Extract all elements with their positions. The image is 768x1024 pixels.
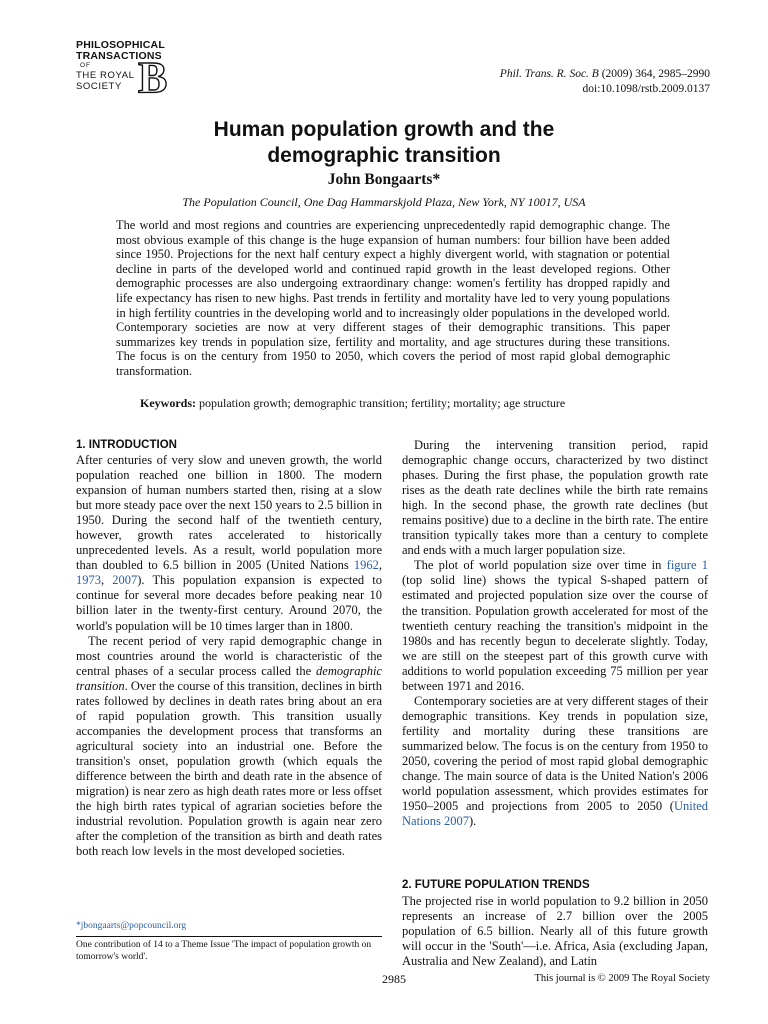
logo-of: OF	[80, 62, 92, 69]
reference-link[interactable]: United Nations 2007	[402, 799, 708, 829]
author-name: John Bongaarts*	[327, 171, 441, 188]
keywords	[140, 396, 700, 411]
copyright-note: This journal is © 2009 The Royal Society	[534, 973, 710, 984]
text-run: After centuries of very slow and uneven growth, the world population reached one billion in 1800. The modern expansion of human numbers started then, rising at a slow but more steady pace over the next 150 years to 2.5 billion in 1950. During the second half of the twentieth century, however, growth rates accelerated to historically unprecedented levels. As a result, world population more than doubled to 6.5 billion in 2005 (United Nations	[76, 453, 382, 573]
paragraph	[402, 694, 708, 829]
author-affiliation: The Population Council, One Dag Hammarskjold Plaza, New York, NY 10017, USA	[182, 195, 586, 209]
keywords-label: Keywords:	[140, 396, 196, 410]
contribution-note: One contribution of 14 to a Theme Issue 'The impact of population growth on tomorrow's world'.	[76, 940, 372, 962]
logo-line-transactions: TRANSACTIONS	[76, 50, 162, 62]
text-run: (top solid line) shows the typical S-shaped pattern of estimated and projected population size over the course of the transition. Population growth accelerated for most of the twentieth century reaching the transition's midpoint in the 1980s and has recently begun to decelerate slightly. Today, we are still on the steepest part of this growth curve with additions to world population exceeding 75 million per year between 1971 and 2016.	[402, 573, 708, 693]
text-run: Contemporary societies are at very different stages of their demographic transitions. Key trends in population size, fertility and mortality during these transitions are summarized below. The focus is on the century from 1950 to 2050, covering the period of most rapid global demographic change. The main source of data is the United Nation's 2006 world population assessment, which provides estimates for 1950–2005 and projections from 2005 to 2050 (	[402, 693, 708, 814]
text-run: ,	[101, 573, 113, 588]
text-run: . Over the course of this transition, declines in birth rates followed by declines in death rates bring about an era of rapid population growth. This transition usually accompanies the development process that transforms an agricultural society into an industrial one. Before the transition's onset, population growth (which equals the difference between the birth and death rate in the absence of migration) is near zero as high death rates more or less offset the high birth rates typical of agrarian societies before the industrial revolution. Population growth is again near zero after the completion of the transition as birth and death rates both reach low levels in the most developed societies.	[76, 678, 382, 859]
text-run: ).	[469, 814, 477, 829]
section-heading-future-trends: 2. FUTURE POPULATION TRENDS	[402, 879, 590, 891]
emphasis: demographic transition	[76, 663, 382, 693]
text-run: The recent period of very rapid demographic change in most countries around the world is characteristic of the central phases of a secular process called the	[76, 633, 382, 678]
corresponding-email[interactable]	[76, 920, 382, 932]
paragraph: The projected rise in world population to 9.2 billion in 2050 represents an increase of 2.7 billion over the 2005 population of 6.5 billion. Nearly all of this future growth will occur in the 'South'—i.e. Africa, Asia (excluding Japan, Australia and New Zealand), and Latin	[402, 894, 708, 969]
page-number: 2985	[382, 972, 406, 986]
paper-title	[0, 117, 768, 169]
footnote-divider	[76, 936, 382, 937]
text-run: The plot of world population size over time in	[414, 558, 667, 573]
reference-link[interactable]: 2007	[112, 573, 138, 588]
paragraph	[402, 558, 708, 693]
section-2-header	[402, 878, 708, 893]
doi: doi:10.1098/rstb.2009.0137	[582, 83, 710, 95]
text-run: ,	[378, 558, 382, 573]
paragraph: During the intervening transition period, rapid demographic change occurs, characterized by two distinct phases. During the first phase, the population growth rate rises as the death rate declines while the birth rate remains high. In the second phase, the growth rate declines (but remains positive) due to a decline in the birth rate. The entire transition typically takes more than a century to complete and ends with a much larger population size.	[402, 438, 708, 558]
journal-logo	[76, 39, 176, 102]
email-link[interactable]: *jbongaarts@popcouncil.org	[76, 921, 187, 931]
left-column	[76, 438, 382, 859]
logo-line-society: SOCIETY	[76, 81, 122, 92]
citation-block	[500, 67, 710, 97]
abstract: The world and most regions and countries are experiencing unprecedentedly rapid demographic change. The most obvious example of this change is the huge expansion of human numbers: four billion have been added since 1950. Projections for the next half century expect a highly divergent world, with stagnation or potential decline in parts of the developed world and continued rapid growth in the least developed regions. Other demographic processes are also undergoing extraordinary change: women's fertility has dropped rapidly and life expectancy has risen to new highs. Past trends in fertility and mortality have led to very young populations in high fertility countries in the developing world and to increasingly older populations in the developed world. Contemporary societies are now at very different stages of their demographic transitions. This paper summarizes key trends in population size, fertility and mortality, and age structures during these transitions. The focus is on the century from 1950 to 2050, which covers the period of most rapid global demographic transformation.	[116, 218, 670, 378]
text-run: ). This population expansion is expected to continue for several more decades before peaking near 10 billion later in the twenty-first century. Around 2070, the world's population will be 10 times larger than in 1800.	[76, 573, 382, 633]
citation-volume: (2009) 364, 2985–2990	[598, 68, 710, 80]
logo-royal-society	[76, 70, 135, 92]
reference-link[interactable]: 1962	[353, 558, 379, 573]
journal-abbrev: Phil. Trans. R. Soc. B	[499, 68, 599, 80]
paragraph	[76, 453, 382, 634]
title-line-2: demographic transition	[267, 144, 501, 167]
section-heading-introduction: 1. INTRODUCTION	[76, 439, 177, 451]
logo-b-letter: B	[138, 53, 168, 102]
logo-line-the-royal: THE ROYAL	[76, 70, 135, 81]
paragraph	[76, 634, 382, 860]
logo-line-philosophical: PHILOSOPHICAL	[76, 39, 165, 51]
figure-link[interactable]: figure 1	[666, 558, 708, 573]
keywords-list: population growth; demographic transition; fertility; mortality; age structure	[196, 396, 566, 410]
title-line-1: Human population growth and the	[213, 118, 555, 141]
reference-link[interactable]: 1973	[76, 573, 101, 588]
right-column	[402, 438, 708, 829]
